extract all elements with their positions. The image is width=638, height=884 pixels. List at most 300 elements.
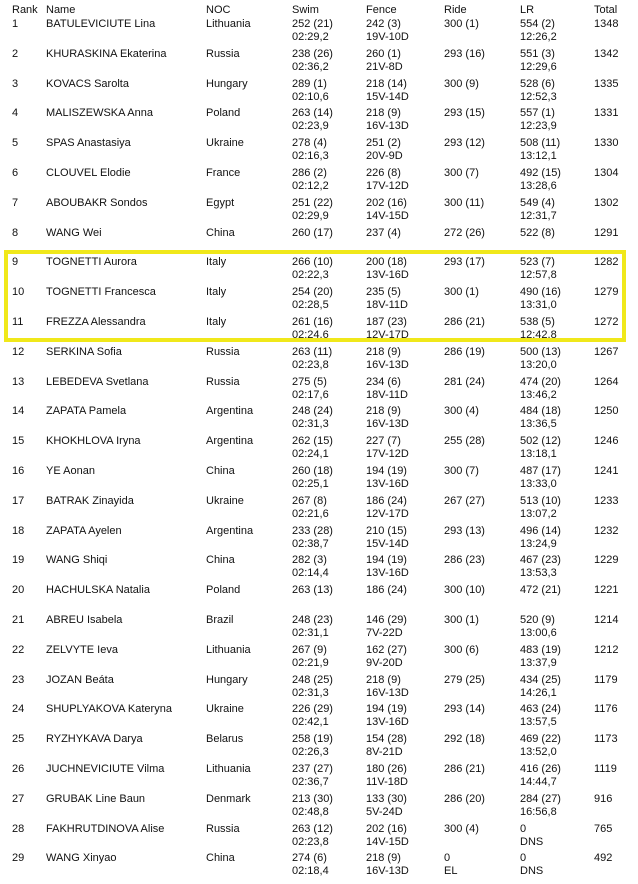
cell-name: LEBEDEVA Svetlana: [46, 375, 149, 388]
cell-swim: 238 (26): [292, 47, 333, 60]
cell-total: 916: [594, 792, 613, 805]
cell-lr: 416 (26): [520, 763, 561, 775]
cell-lr: 0: [520, 822, 527, 835]
cell-rank: 28: [12, 822, 25, 835]
table-row: [0, 76, 638, 105]
cell-fence: 210 (15): [366, 524, 407, 537]
cell-total: 765: [594, 822, 613, 835]
cell-fence: 251 (2): [366, 137, 401, 150]
cell-noc: Italy: [206, 316, 227, 328]
table-header: [0, 2, 638, 16]
cell-fence-rec: 5V-24D: [366, 805, 403, 818]
cell-lr-time: 13:37,9: [520, 656, 557, 669]
highlight-box: [4, 250, 626, 342]
cell-lr-time: 13:33,0: [520, 478, 557, 490]
cell-noc: Argentina: [206, 405, 254, 418]
cell-fence-rec: 14V-15D: [366, 835, 409, 848]
header-fence: Fence: [366, 4, 397, 16]
cell-ride: 293 (17): [444, 256, 485, 269]
cell-swim: 260 (17): [292, 226, 333, 239]
cell-fence: 186 (24): [366, 494, 407, 507]
cell-lr-time: 12:26,2: [520, 31, 557, 43]
cell-swim-time: 02:31,1: [292, 627, 329, 639]
cell-rank: 15: [12, 435, 25, 448]
cell-total: 1241: [594, 465, 619, 477]
cell-noc: Lithuania: [206, 763, 251, 775]
cell-lr: 487 (17): [520, 465, 561, 477]
cell-noc: Lithuania: [206, 643, 251, 656]
cell-lr: 508 (11): [520, 137, 561, 150]
cell-fence-rec: 13V-16D: [366, 478, 409, 490]
cell-fence-rec: 9V-20D: [366, 656, 403, 669]
table-row: [0, 463, 638, 492]
cell-fence-rec: 13V-16D: [366, 716, 409, 729]
cell-lr: 472 (21): [520, 584, 561, 597]
cell-noc: Egypt: [206, 196, 235, 209]
cell-swim-time: 02:29,2: [292, 31, 329, 43]
cell-fence: 194 (19): [366, 703, 407, 716]
cell-swim-time: 02:24,1: [292, 448, 329, 461]
cell-lr-time: 13:31,0: [520, 299, 557, 312]
cell-rank: 21: [12, 614, 25, 626]
cell-fence: 186 (24): [366, 584, 407, 597]
cell-total: 1272: [594, 316, 619, 328]
cell-lr-time: 12:57,8: [520, 269, 557, 282]
cell-noc: Belarus: [206, 733, 244, 746]
cell-rank: 16: [12, 465, 25, 477]
table-row: [0, 850, 638, 879]
cell-fence-rec: 14V-15D: [366, 209, 409, 222]
cell-fence-rec: 12V-17D: [366, 507, 409, 520]
cell-fence-rec: 16V-13D: [366, 120, 409, 133]
cell-name: SHUPLYAKOVA Kateryna: [46, 703, 172, 716]
cell-fence-rec: 7V-22D: [366, 627, 403, 639]
cell-fence-rec: 13V-16D: [366, 567, 409, 580]
cell-name: MALISZEWSKA Anna: [46, 107, 153, 120]
cell-total: 1221: [594, 584, 619, 597]
cell-lr-time: 13:52,0: [520, 746, 557, 759]
cell-total: 1246: [594, 435, 619, 448]
cell-name: SPAS Anastasiya: [46, 137, 131, 150]
cell-swim-time: 02:23,8: [292, 835, 329, 848]
cell-lr: 492 (15): [520, 167, 561, 179]
cell-total: 1331: [594, 107, 619, 120]
cell-ride: 300 (7): [444, 167, 479, 179]
cell-swim: 251 (22): [292, 196, 333, 209]
cell-rank: 8: [12, 226, 19, 239]
cell-lr: 467 (23): [520, 554, 561, 567]
cell-total: 492: [594, 852, 613, 865]
cell-lr-time: 13:24,9: [520, 537, 557, 550]
cell-swim: 248 (25): [292, 673, 333, 686]
cell-fence-rec: 16V-13D: [366, 865, 409, 878]
cell-fence: 146 (29): [366, 614, 407, 626]
cell-noc: Italy: [206, 286, 227, 299]
cell-ride: 300 (10): [444, 584, 485, 597]
cell-lr: 513 (10): [520, 494, 561, 507]
table-row: [0, 403, 638, 432]
cell-total: 1229: [594, 554, 619, 567]
header-name: Name: [46, 4, 76, 16]
cell-swim-time: 02:22,3: [292, 269, 329, 282]
cell-name: SERKINA Sofia: [46, 345, 122, 358]
cell-ride: 293 (12): [444, 137, 485, 150]
cell-ride: 255 (28): [444, 435, 485, 448]
cell-ride: 300 (9): [444, 77, 479, 90]
cell-lr: 520 (9): [520, 614, 555, 626]
header-rank: Rank: [12, 4, 38, 16]
cell-ride: 300 (1): [444, 18, 479, 30]
cell-noc: Ukraine: [206, 137, 244, 150]
cell-swim-time: 02:18,4: [292, 865, 329, 878]
cell-swim: 263 (14): [292, 107, 333, 120]
cell-fence-rec: 18V-11D: [366, 299, 408, 312]
cell-ride: 293 (13): [444, 524, 485, 537]
cell-rank: 17: [12, 494, 25, 507]
cell-rank: 26: [12, 763, 25, 775]
cell-swim-time: 02:31,3: [292, 686, 329, 699]
header-total: Total: [594, 4, 618, 16]
cell-total: 1330: [594, 137, 619, 150]
cell-rank: 18: [12, 524, 25, 537]
header-lr: LR: [520, 4, 535, 16]
cell-rank: 22: [12, 643, 25, 656]
cell-swim-time: 02:21,9: [292, 656, 329, 669]
cell-lr-time: 13:07,2: [520, 507, 557, 520]
cell-total: 1279: [594, 286, 619, 299]
table-row: [0, 344, 638, 373]
table-row: [0, 374, 638, 403]
cell-name: WANG Xinyao: [46, 852, 117, 865]
cell-lr: 0: [520, 852, 527, 865]
cell-fence-rec: 18V-11D: [366, 388, 408, 401]
table-row: [0, 165, 638, 194]
cell-lr-time: 16:56,8: [520, 805, 557, 818]
table-row: [0, 433, 638, 462]
cell-name: YE Aonan: [46, 465, 95, 477]
cell-swim: 260 (18): [292, 465, 333, 477]
cell-rank: 3: [12, 77, 19, 90]
cell-fence: 194 (19): [366, 465, 407, 477]
cell-fence-rec: 16V-13D: [366, 418, 409, 431]
cell-swim: 226 (29): [292, 703, 333, 716]
cell-fence-rec: 21V-8D: [366, 60, 403, 73]
cell-fence: 237 (4): [366, 226, 401, 239]
cell-lr: 538 (5): [520, 316, 555, 328]
cell-swim-time: 02:36,7: [292, 776, 329, 788]
table-row: [0, 46, 638, 75]
cell-lr: 522 (8): [520, 226, 555, 239]
cell-swim: 254 (20): [292, 286, 333, 299]
cell-total: 1282: [594, 256, 619, 269]
cell-lr: 502 (12): [520, 435, 561, 448]
cell-lr-time: 13:00,6: [520, 627, 557, 639]
cell-fence: 154 (28): [366, 733, 407, 746]
cell-lr: 549 (4): [520, 196, 555, 209]
cell-lr-time: 13:57,5: [520, 716, 557, 729]
cell-noc: Russia: [206, 375, 240, 388]
header-ride: Ride: [444, 4, 467, 16]
cell-fence-rec: 17V-12D: [366, 448, 409, 461]
cell-fence-rec: 16V-13D: [366, 686, 409, 699]
cell-ride: 300 (1): [444, 286, 479, 299]
cell-lr: 483 (19): [520, 643, 561, 656]
cell-swim-time: 02:24,6: [292, 329, 329, 341]
cell-swim: 282 (3): [292, 554, 327, 567]
cell-swim: 267 (9): [292, 643, 327, 656]
cell-fence-rec: 12V-17D: [366, 329, 409, 341]
cell-swim: 267 (8): [292, 494, 327, 507]
cell-fence: 260 (1): [366, 47, 401, 60]
cell-noc: China: [206, 226, 235, 239]
cell-ride: 267 (27): [444, 494, 485, 507]
cell-noc: France: [206, 167, 241, 179]
cell-fence-rec: 13V-16D: [366, 269, 409, 282]
cell-name: WANG Shiqi: [46, 554, 108, 567]
cell-lr-time: 13:18,1: [520, 448, 557, 461]
cell-swim-time: 02:31,3: [292, 418, 329, 431]
cell-swim: 289 (1): [292, 77, 327, 90]
cell-noc: Argentina: [206, 524, 254, 537]
cell-swim: 258 (19): [292, 733, 333, 746]
cell-swim-time: 02:26,3: [292, 746, 329, 759]
cell-name: KHURASKINA Ekaterina: [46, 47, 167, 60]
cell-lr: 523 (7): [520, 256, 555, 269]
cell-ride: 300 (1): [444, 614, 479, 626]
cell-name: ZELVYTE Ieva: [46, 643, 118, 656]
cell-ride: 300 (11): [444, 196, 485, 209]
cell-fence-rec: 17V-12D: [366, 180, 409, 192]
cell-name: WANG Wei: [46, 226, 102, 239]
cell-lr-time: 13:53,3: [520, 567, 557, 580]
cell-rank: 27: [12, 792, 25, 805]
cell-rank: 10: [12, 286, 25, 299]
cell-fence: 162 (27): [366, 643, 407, 656]
cell-lr: 463 (24): [520, 703, 561, 716]
cell-fence: 180 (26): [366, 763, 407, 775]
cell-name: TOGNETTI Francesca: [46, 286, 156, 299]
cell-swim: 275 (5): [292, 375, 327, 388]
cell-name: HACHULSKA Natalia: [46, 584, 150, 597]
cell-fence-rec: 15V-14D: [366, 537, 409, 550]
cell-fence: 200 (18): [366, 256, 407, 269]
cell-fence: 133 (30): [366, 792, 407, 805]
cell-total: 1267: [594, 345, 619, 358]
cell-ride: 286 (20): [444, 792, 485, 805]
cell-noc: China: [206, 465, 235, 477]
cell-rank: 19: [12, 554, 25, 567]
cell-swim-time: 02:38,7: [292, 537, 329, 550]
cell-noc: Brazil: [206, 614, 234, 626]
cell-lr-time: DNS: [520, 835, 544, 848]
table-row: [0, 135, 638, 164]
cell-fence: 194 (19): [366, 554, 407, 567]
cell-name: TOGNETTI Aurora: [46, 256, 137, 269]
header-noc: NOC: [206, 4, 231, 16]
cell-rank: 1: [12, 18, 19, 30]
cell-fence: 218 (9): [366, 345, 401, 358]
cell-ride: 286 (23): [444, 554, 485, 567]
cell-total: 1233: [594, 494, 619, 507]
table-row: [0, 612, 638, 641]
cell-swim-time: 02:29,9: [292, 209, 329, 222]
cell-noc: Poland: [206, 107, 241, 120]
cell-noc: Hungary: [206, 673, 248, 686]
cell-ride: 286 (21): [444, 316, 485, 328]
cell-swim-time: 02:36,2: [292, 60, 329, 73]
cell-rank: 12: [12, 345, 25, 358]
table-row: [0, 642, 638, 671]
cell-rank: 20: [12, 584, 25, 597]
cell-lr: 469 (22): [520, 733, 561, 746]
cell-noc: China: [206, 852, 235, 865]
cell-lr: 554 (2): [520, 18, 555, 30]
cell-ride: 300 (4): [444, 822, 479, 835]
cell-fence: 226 (8): [366, 167, 401, 179]
cell-lr-time: 14:44,7: [520, 776, 557, 788]
cell-fence: 218 (9): [366, 673, 401, 686]
cell-rank: 25: [12, 733, 25, 746]
cell-swim: 274 (6): [292, 852, 327, 865]
cell-swim-time: 02:12,2: [292, 180, 329, 192]
cell-swim-time: 02:10,6: [292, 90, 329, 103]
cell-lr-time: 12:31,7: [520, 209, 557, 222]
cell-swim-time: 02:14,4: [292, 567, 329, 580]
cell-lr: 551 (3): [520, 47, 555, 60]
cell-rank: 24: [12, 703, 25, 716]
cell-swim-time: 02:25,1: [292, 478, 329, 490]
cell-name: GRUBAK Line Baun: [46, 792, 146, 805]
cell-swim: 266 (10): [292, 256, 333, 269]
cell-fence-rec: 20V-9D: [366, 150, 403, 163]
cell-ride-note: EL: [444, 865, 458, 878]
cell-ride: 293 (14): [444, 703, 485, 716]
cell-swim: 263 (13): [292, 584, 333, 597]
cell-rank: 5: [12, 137, 19, 150]
cell-ride: 286 (21): [444, 763, 485, 775]
cell-total: 1264: [594, 375, 619, 388]
cell-swim-time: 02:28,5: [292, 299, 329, 312]
table-row: [0, 105, 638, 134]
cell-rank: 23: [12, 673, 25, 686]
cell-swim-time: 02:23,8: [292, 358, 329, 371]
cell-noc: Argentina: [206, 435, 254, 448]
cell-name: JOZAN Beáta: [46, 673, 114, 686]
table-row: [0, 731, 638, 760]
cell-total: 1250: [594, 405, 619, 418]
cell-name: JUCHNEVICIUTE Vilma: [46, 763, 165, 775]
cell-rank: 11: [12, 316, 24, 328]
cell-lr: 474 (20): [520, 375, 561, 388]
cell-lr-time: 13:28,6: [520, 180, 557, 192]
cell-ride: 279 (25): [444, 673, 485, 686]
cell-lr-time: 13:36,5: [520, 418, 557, 431]
cell-ride: 0: [444, 852, 451, 865]
cell-swim-time: 02:48,8: [292, 805, 329, 818]
cell-swim: 237 (27): [292, 763, 333, 775]
cell-ride: 272 (26): [444, 226, 485, 239]
cell-ride: 300 (4): [444, 405, 479, 418]
cell-ride: 293 (15): [444, 107, 485, 120]
cell-total: 1212: [594, 643, 619, 656]
cell-lr: 496 (14): [520, 524, 561, 537]
cell-swim: 248 (24): [292, 405, 333, 418]
cell-name: RYZHYKAVA Darya: [46, 733, 143, 746]
cell-total: 1173: [594, 733, 618, 746]
cell-fence: 235 (5): [366, 286, 401, 299]
cell-total: 1291: [594, 226, 619, 239]
cell-lr: 484 (18): [520, 405, 561, 418]
table-row: [0, 16, 638, 45]
cell-fence: 218 (9): [366, 107, 401, 120]
cell-rank: 2: [12, 47, 19, 60]
cell-rank: 7: [12, 196, 19, 209]
cell-ride: 300 (6): [444, 643, 479, 656]
cell-fence: 187 (23): [366, 316, 407, 328]
table-row: [0, 552, 638, 581]
cell-ride: 281 (24): [444, 375, 485, 388]
table-row: [0, 195, 638, 224]
cell-fence-rec: 8V-21D: [366, 746, 403, 759]
cell-ride: 300 (7): [444, 465, 479, 477]
cell-fence: 218 (9): [366, 852, 401, 865]
table-row: [0, 523, 638, 552]
cell-lr: 490 (16): [520, 286, 561, 299]
cell-swim: 286 (2): [292, 167, 327, 179]
cell-noc: China: [206, 554, 235, 567]
cell-rank: 4: [12, 107, 19, 120]
cell-fence: 218 (9): [366, 405, 401, 418]
cell-name: ABOUBAKR Sondos: [46, 196, 148, 209]
cell-ride: 292 (18): [444, 733, 485, 746]
table-row: [0, 493, 638, 522]
cell-fence: 202 (16): [366, 196, 407, 209]
cell-total: 1232: [594, 524, 619, 537]
cell-lr-time: 12:42,8: [520, 329, 557, 341]
cell-fence-rec: 11V-18D: [366, 776, 408, 788]
table-row: [0, 761, 638, 790]
cell-rank: 6: [12, 167, 19, 179]
cell-swim: 213 (30): [292, 792, 333, 805]
cell-total: 1214: [594, 614, 619, 626]
cell-noc: Ukraine: [206, 494, 244, 507]
cell-name: CLOUVEL Elodie: [46, 167, 131, 179]
cell-rank: 9: [12, 256, 19, 269]
cell-total: 1342: [594, 47, 619, 60]
cell-lr-time: 12:23,9: [520, 120, 557, 133]
cell-name: ZAPATA Pamela: [46, 405, 127, 418]
cell-total: 1304: [594, 167, 619, 179]
cell-total: 1348: [594, 18, 619, 30]
cell-lr-time: 13:46,2: [520, 388, 557, 401]
cell-name: BATULEVICIUTE Lina: [46, 18, 156, 30]
cell-fence: 202 (16): [366, 822, 407, 835]
cell-lr-time: 14:26,1: [520, 686, 557, 699]
table-row: [0, 701, 638, 730]
cell-swim: 263 (11): [292, 345, 333, 358]
cell-swim-time: 02:17,6: [292, 388, 329, 401]
cell-name: ABREU Isabela: [46, 614, 123, 626]
cell-swim: 278 (4): [292, 137, 327, 150]
cell-name: BATRAK Zinayida: [46, 494, 134, 507]
cell-noc: Denmark: [206, 792, 251, 805]
cell-lr-time: DNS: [520, 865, 544, 878]
cell-total: 1179: [594, 673, 618, 686]
table-row: [0, 672, 638, 701]
cell-total: 1119: [594, 763, 617, 775]
cell-ride: 293 (16): [444, 47, 485, 60]
cell-swim: 262 (15): [292, 435, 333, 448]
